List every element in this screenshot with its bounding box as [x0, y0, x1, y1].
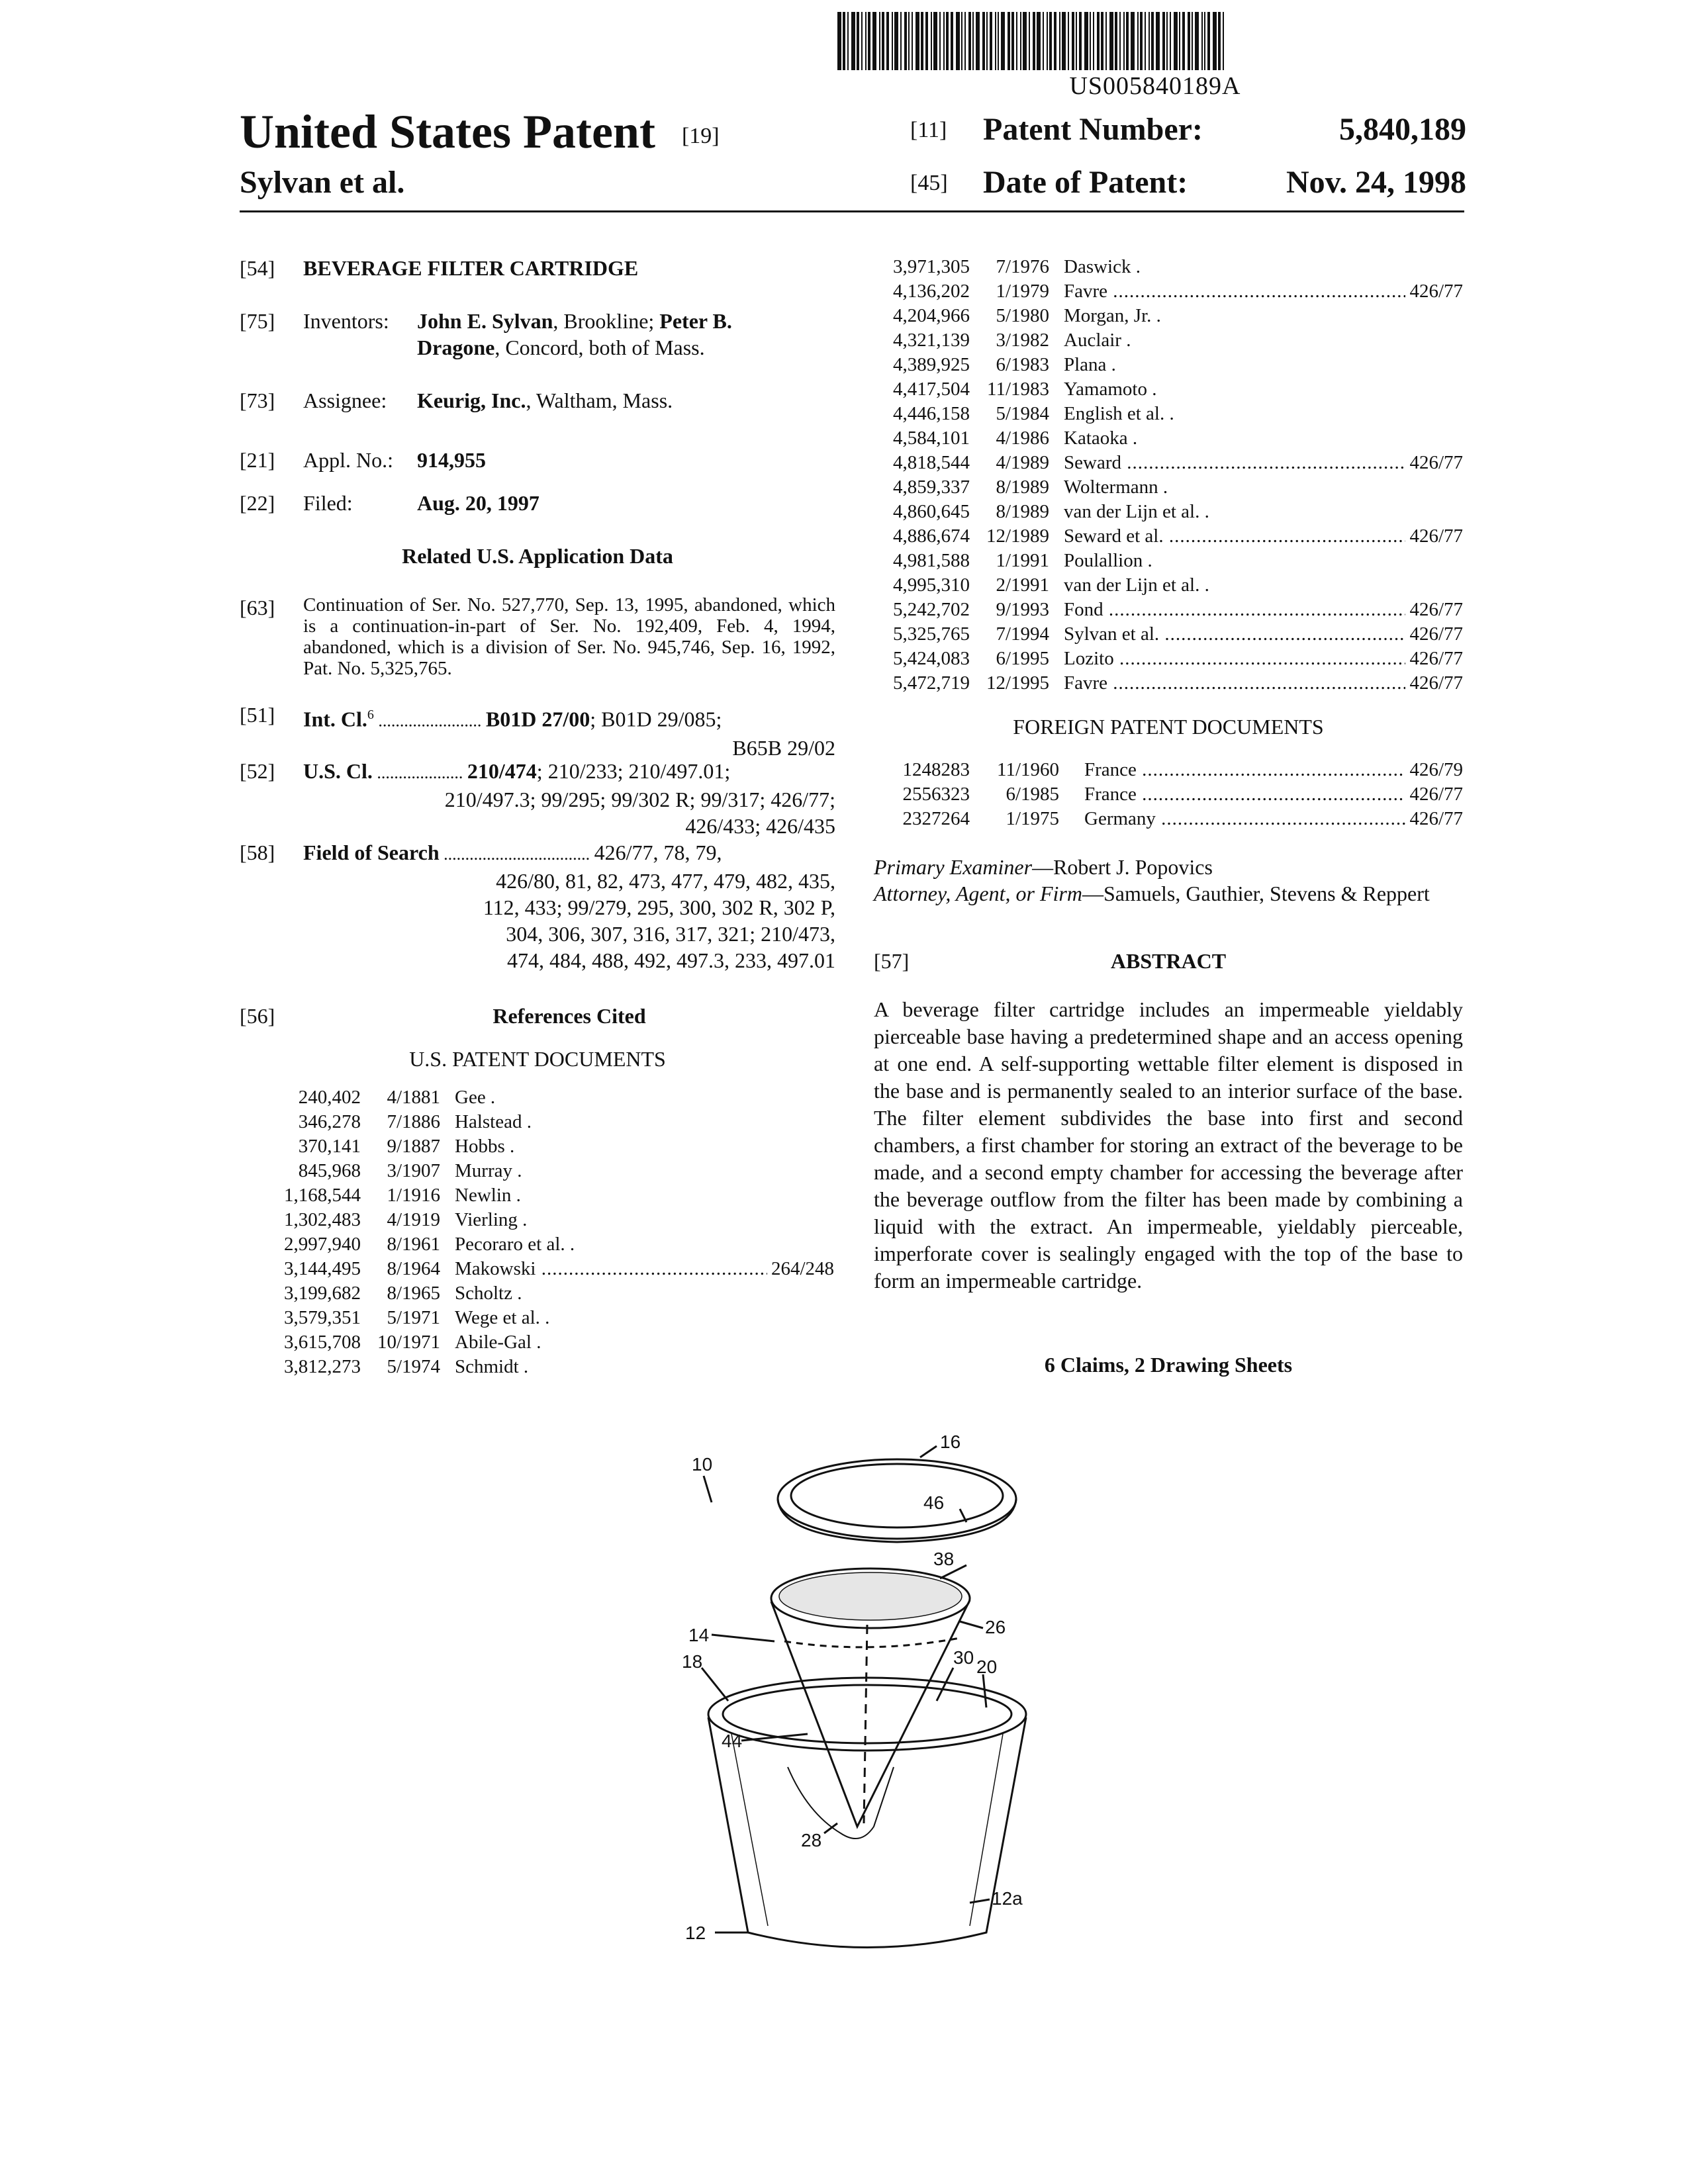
reference-date: 2/1991	[996, 574, 1049, 596]
reference-number: 3,579,351	[284, 1307, 361, 1328]
label-16: 16	[940, 1432, 961, 1452]
label-12a: 12a	[992, 1888, 1023, 1909]
int-cl-label: Int. Cl.	[303, 707, 367, 731]
reference-name: Pecoraro et al. .	[455, 1234, 575, 1255]
us-cl-primary: 210/474	[467, 759, 537, 783]
continuation-text: Continuation of Ser. No. 527,770, Sep. 13, 1995, abandoned, which is a continuation-in-part of Ser. No. 192,409, Feb. 4, 1994, abandoned, which is a division of Ser. No. 945,746, Sep. 16, 1992, Pat. No. 5,325,765.	[303, 594, 835, 679]
dash: —	[1032, 855, 1054, 879]
reference-name: Auclair .	[1064, 330, 1131, 351]
reference-date: 12/1989	[986, 525, 1049, 547]
date-value: Nov. 24, 1998	[1286, 165, 1466, 200]
reference-name: Kataoka .	[1064, 428, 1138, 449]
reference-name: Yamamoto .	[1064, 379, 1157, 400]
reference-class: 426/77	[1405, 782, 1463, 807]
reference-class: 426/79	[1405, 758, 1463, 782]
label-14: 14	[688, 1625, 710, 1645]
reference-date: 5/1980	[996, 305, 1049, 326]
reference-name: Schmidt .	[455, 1356, 529, 1377]
reference-row	[874, 475, 1463, 500]
reference-class: 426/77	[1405, 279, 1463, 304]
appl-no-value: 914,955	[417, 448, 486, 472]
leader-18	[702, 1668, 728, 1701]
related-heading: Related U.S. Application Data	[402, 544, 673, 568]
field-references	[240, 1003, 835, 1029]
patent-number-label: Patent Number:	[983, 112, 1203, 147]
label-28: 28	[801, 1830, 822, 1850]
reference-name: Vierling .	[455, 1209, 528, 1230]
reference-date: 12/1995	[986, 672, 1049, 694]
us-cl-line2: 210/497.3; 99/295; 99/302 R; 99/317; 426/77;	[444, 788, 835, 811]
reference-number: 2,997,940	[284, 1234, 361, 1255]
filed-label: Filed:	[303, 491, 353, 515]
reference-number: 4,204,966	[893, 305, 970, 326]
inventors-label: Inventors:	[303, 309, 389, 333]
reference-row	[874, 758, 1463, 782]
reference-name: Poulallion .	[1064, 550, 1152, 571]
field-code: [54]	[240, 256, 275, 280]
reference-row	[874, 549, 1463, 573]
attorney	[874, 880, 1463, 907]
reference-name: English et al. .	[1064, 403, 1174, 424]
reference-number: 346,278	[298, 1111, 361, 1132]
reference-number: 5,242,702	[893, 599, 970, 620]
references-heading: References Cited	[492, 1004, 646, 1028]
field-code: [58]	[240, 841, 275, 864]
reference-number: 3,971,305	[893, 256, 970, 277]
assignee-name: Keurig, Inc.	[417, 388, 526, 412]
leader-14	[712, 1635, 774, 1641]
reference-number: 1248283	[902, 759, 970, 780]
reference-number: 240,402	[298, 1087, 361, 1108]
abstract-code: [57]	[874, 949, 910, 973]
reference-number: 3,144,495	[284, 1258, 361, 1279]
reference-row	[874, 377, 1463, 402]
lid-rim	[778, 1499, 1016, 1542]
abstract-heading-row	[874, 948, 1463, 974]
field-code: [22]	[240, 491, 275, 515]
patent-number-code: [11]	[910, 118, 947, 142]
search-line: 474, 484, 488, 492, 497.3, 233, 497.01	[507, 948, 835, 972]
reference-number: 4,981,588	[893, 550, 970, 571]
label-46: 46	[923, 1492, 945, 1513]
claims: 6 Claims, 2 Drawing Sheets	[1044, 1353, 1293, 1377]
field-filed	[240, 490, 835, 516]
cup-body	[708, 1717, 1026, 1948]
reference-date: 9/1993	[996, 599, 1049, 620]
reference-number: 5,325,765	[893, 623, 970, 645]
inventors-value	[417, 308, 835, 361]
us-patents-left-table	[265, 1085, 834, 1379]
reference-date: 4/1919	[387, 1209, 440, 1230]
reference-date: 4/1986	[996, 428, 1049, 449]
reference-row	[265, 1330, 834, 1355]
reference-class: 426/77	[1405, 647, 1463, 671]
reference-date: 8/1964	[387, 1258, 440, 1279]
reference-date: 1/1991	[996, 550, 1049, 571]
reference-number: 2556323	[902, 784, 970, 805]
reference-name: Hobbs .	[455, 1136, 515, 1157]
reference-date: 5/1974	[387, 1356, 440, 1377]
us-cl-label: U.S. Cl.	[303, 759, 373, 783]
reference-name: Daswick .	[1064, 256, 1141, 277]
reference-date: 6/1985	[1006, 784, 1059, 805]
reference-number: 4,446,158	[893, 403, 970, 424]
reference-name: van der Lijn et al. .	[1064, 501, 1209, 522]
filter-dash	[784, 1638, 960, 1647]
reference-row	[874, 807, 1463, 831]
reference-number: 5,424,083	[893, 648, 970, 669]
search-line: 304, 306, 307, 316, 317, 321; 210/473,	[506, 922, 835, 946]
reference-row	[265, 1257, 834, 1281]
reference-date: 7/1976	[996, 256, 1049, 277]
reference-name: Seward .....	[1064, 451, 1405, 475]
abstract-heading: ABSTRACT	[1110, 949, 1227, 973]
cup-rim-inner	[723, 1685, 1011, 1743]
reference-number: 4,995,310	[893, 574, 970, 596]
patent-number-row	[910, 111, 1466, 148]
reference-row	[874, 500, 1463, 524]
reference-date: 6/1983	[996, 354, 1049, 375]
reference-name: Favre .....	[1064, 671, 1405, 696]
reference-name: Halstead .	[455, 1111, 532, 1132]
reference-name: Lozito .....	[1064, 647, 1405, 671]
label-38: 38	[933, 1549, 955, 1569]
reference-number: 4,584,101	[893, 428, 970, 449]
reference-number: 4,136,202	[893, 281, 970, 302]
reference-row	[874, 255, 1463, 279]
field-code: [56]	[240, 1004, 275, 1028]
patent-number-value: 5,840,189	[1339, 112, 1466, 147]
field-code: [21]	[240, 448, 275, 472]
reference-name: Gee .	[455, 1087, 496, 1108]
reference-row	[265, 1306, 834, 1330]
field-code: [75]	[240, 309, 275, 333]
reference-name: Seward et al. .....	[1064, 524, 1405, 549]
reference-row	[874, 328, 1463, 353]
reference-date: 8/1961	[387, 1234, 440, 1255]
reference-row	[265, 1355, 834, 1379]
inventor-1-place: , Brookline;	[553, 309, 660, 333]
reference-date: 1/1916	[387, 1185, 440, 1206]
reference-row	[874, 782, 1463, 807]
patent-title-text: United States Patent	[240, 105, 655, 158]
reference-number: 370,141	[298, 1136, 361, 1157]
reference-date: 11/1960	[997, 759, 1059, 780]
reference-name: Makowski .....	[455, 1257, 767, 1281]
dot-leader: ..................................	[439, 844, 594, 864]
reference-number: 4,389,925	[893, 354, 970, 375]
field-continuation	[240, 594, 835, 679]
primary-examiner	[874, 854, 1463, 880]
dash: —	[1082, 882, 1103, 905]
reference-name: Newlin .	[455, 1185, 521, 1206]
reference-row	[265, 1232, 834, 1257]
abstract-text: A beverage filter cartridge includes an impermeable yieldably pierceable base having a predetermined shape and an access opening at one end. A self-supporting wettable filter element is disposed in the base and is permanently sealed to an interior surface of the base. The filter element subdivides the base into first and second chambers, a first chamber for storing an extract of the beverage to be made, and a second empty chamber for accessing the beverage after the beverage outflow from the filter has been made by combining a liquid with the extract. An impermeable, yieldably pierceable, imperforate cover is sealingly engaged with the top of the base to form an impermeable cartridge.	[874, 997, 1463, 1293]
reference-date: 4/1881	[387, 1087, 440, 1108]
inventor-short: Sylvan et al.	[240, 165, 405, 200]
reference-class: 426/77	[1405, 807, 1463, 831]
reference-name: Wege et al. .	[455, 1307, 550, 1328]
patent-title	[240, 105, 720, 159]
search-line-1: 426/77, 78, 79,	[594, 841, 722, 864]
reference-name: Plana .	[1064, 354, 1116, 375]
reference-row	[874, 353, 1463, 377]
attorney-name: Samuels, Gauthier, Stevens & Reppert	[1103, 882, 1430, 905]
reference-date: 5/1984	[996, 403, 1049, 424]
search-line: 426/80, 81, 82, 473, 477, 479, 482, 435,	[496, 869, 835, 893]
reference-row	[874, 426, 1463, 451]
label-26: 26	[985, 1617, 1006, 1637]
reference-number: 3,615,708	[284, 1332, 361, 1353]
leader-16	[920, 1446, 937, 1457]
field-int-cl	[240, 702, 835, 761]
dot-leader: ........................	[373, 711, 486, 731]
label-44: 44	[722, 1731, 743, 1751]
reference-name: Morgan, Jr. .	[1064, 305, 1161, 326]
int-cl-line2: B65B 29/02	[732, 735, 835, 760]
reference-row	[874, 573, 1463, 598]
reference-date: 7/1994	[996, 623, 1049, 645]
reference-number: 5,472,719	[893, 672, 970, 694]
reference-name: Fond .....	[1064, 598, 1405, 622]
reference-date: 8/1989	[996, 501, 1049, 522]
reference-class: 426/77	[1405, 598, 1463, 622]
reference-row	[265, 1085, 834, 1110]
date-label: Date of Patent:	[983, 165, 1188, 200]
leader-28	[824, 1823, 837, 1833]
reference-class: 426/77	[1405, 451, 1463, 475]
filed-value: Aug. 20, 1997	[417, 491, 539, 515]
reference-number: 3,199,682	[284, 1283, 361, 1304]
search-line: 112, 433; 99/279, 295, 300, 302 R, 302 P,	[483, 895, 835, 919]
reference-class: 426/77	[1405, 671, 1463, 696]
invention-title: BEVERAGE FILTER CARTRIDGE	[303, 256, 639, 280]
reference-row	[265, 1159, 834, 1183]
reference-row	[265, 1134, 834, 1159]
reference-row	[874, 402, 1463, 426]
reference-name: Germany .....	[1084, 807, 1405, 831]
attorney-label: Attorney, Agent, or Firm	[874, 882, 1082, 905]
examiner-name: Robert J. Popovics	[1053, 855, 1213, 879]
leader-10	[704, 1476, 712, 1502]
reference-row	[874, 622, 1463, 647]
search-label: Field of Search	[303, 841, 440, 864]
us-patents-right-table	[874, 255, 1463, 696]
reference-class: 264/248	[767, 1257, 834, 1281]
reference-name: van der Lijn et al. .	[1064, 574, 1209, 596]
reference-class: 426/77	[1405, 524, 1463, 549]
field-appl-no	[240, 447, 835, 473]
document-number: US005840189A	[1069, 72, 1241, 100]
field-code: [52]	[240, 759, 275, 783]
reference-date: 1/1979	[996, 281, 1049, 302]
reference-name: France .....	[1084, 782, 1405, 807]
examiner-block	[874, 854, 1463, 907]
reference-date: 11/1983	[987, 379, 1049, 400]
assignee-label: Assignee:	[303, 388, 387, 412]
reference-row	[265, 1208, 834, 1232]
label-20: 20	[976, 1657, 998, 1677]
reference-number: 4,321,139	[893, 330, 970, 351]
examiner-label: Primary Examiner	[874, 855, 1033, 879]
date-of-patent-row	[910, 164, 1466, 201]
label-18: 18	[682, 1651, 703, 1672]
field-code: [73]	[240, 388, 275, 412]
inventor-2-first: Peter B.	[659, 309, 732, 333]
reference-name: Murray .	[455, 1160, 522, 1181]
reference-date: 8/1989	[996, 477, 1049, 498]
reference-name: Abile-Gal .	[455, 1332, 541, 1353]
reference-row	[874, 524, 1463, 549]
field-code: [51]	[240, 703, 275, 727]
patent-figure	[675, 1423, 1046, 1966]
dot-leader: ....................	[372, 763, 467, 782]
reference-row	[874, 279, 1463, 304]
int-cl-rest: ; B01D 29/085;	[590, 707, 722, 731]
reference-name: Scholtz .	[455, 1283, 522, 1304]
reference-row	[265, 1110, 834, 1134]
date-code: [45]	[910, 171, 948, 195]
field-assignee	[240, 387, 835, 414]
field-search	[240, 839, 835, 974]
inventor-2-last: Dragone	[417, 336, 495, 359]
reference-row	[874, 647, 1463, 671]
assignee-place: , Waltham, Mass.	[526, 388, 673, 412]
filter-seam	[864, 1625, 867, 1823]
field-us-cl	[240, 758, 835, 839]
reference-row	[874, 671, 1463, 696]
cutaway	[788, 1767, 894, 1839]
reference-number: 4,860,645	[893, 501, 970, 522]
field-code: [63]	[240, 596, 275, 619]
leader-30	[937, 1668, 953, 1701]
us-cl-rest: ; 210/233; 210/497.01;	[536, 759, 731, 783]
reference-name: Favre .....	[1064, 279, 1405, 304]
appl-no-label: Appl. No.:	[303, 448, 393, 472]
int-cl-primary: B01D 27/00	[485, 707, 590, 731]
reference-name: Woltermann .	[1064, 477, 1168, 498]
reference-row	[874, 304, 1463, 328]
lid-inner	[791, 1464, 1003, 1527]
field-title	[240, 255, 835, 281]
label-12: 12	[685, 1923, 706, 1943]
reference-date: 3/1907	[387, 1160, 440, 1181]
us-cl-line3: 426/433; 426/435	[685, 814, 835, 838]
reference-row	[874, 451, 1463, 475]
reference-number: 3,812,273	[284, 1356, 361, 1377]
reference-row	[265, 1183, 834, 1208]
inventor-2-place: , Concord, both of Mass.	[494, 336, 705, 359]
reference-date: 3/1982	[996, 330, 1049, 351]
reference-number: 4,417,504	[893, 379, 970, 400]
leader-26	[960, 1621, 983, 1628]
reference-date: 8/1965	[387, 1283, 440, 1304]
foreign-heading: FOREIGN PATENT DOCUMENTS	[1013, 715, 1324, 739]
reference-date: 6/1995	[996, 648, 1049, 669]
reference-date: 1/1975	[1006, 808, 1059, 829]
inventor-1: John E. Sylvan	[417, 309, 553, 333]
reference-date: 9/1887	[387, 1136, 440, 1157]
reference-number: 2327264	[902, 808, 970, 829]
cup-shade	[731, 1734, 768, 1926]
barcode	[837, 12, 1473, 70]
reference-number: 1,168,544	[284, 1185, 361, 1206]
label-30: 30	[953, 1647, 974, 1668]
reference-number: 4,886,674	[893, 525, 970, 547]
reference-number: 1,302,483	[284, 1209, 361, 1230]
foreign-patents-table	[874, 758, 1463, 831]
label-10: 10	[692, 1454, 713, 1475]
reference-row	[265, 1281, 834, 1306]
filter-grounds	[779, 1572, 962, 1620]
reference-name: France .....	[1084, 758, 1405, 782]
reference-number: 4,818,544	[893, 452, 970, 473]
reference-row	[874, 598, 1463, 622]
reference-date: 4/1989	[996, 452, 1049, 473]
int-cl-sup: 6	[367, 707, 374, 722]
reference-date: 10/1971	[377, 1332, 440, 1353]
reference-class: 426/77	[1405, 622, 1463, 647]
us-patents-heading-left: U.S. PATENT DOCUMENTS	[409, 1047, 666, 1071]
reference-name: Sylvan et al. .....	[1064, 622, 1405, 647]
reference-date: 5/1971	[387, 1307, 440, 1328]
leader-12a	[970, 1899, 990, 1903]
header-rule	[240, 210, 1464, 212]
leader-20	[983, 1674, 986, 1707]
reference-date: 7/1886	[387, 1111, 440, 1132]
field-inventors	[240, 308, 835, 361]
reference-number: 845,968	[298, 1160, 361, 1181]
reference-number: 4,859,337	[893, 477, 970, 498]
title-code: [19]	[681, 124, 720, 149]
